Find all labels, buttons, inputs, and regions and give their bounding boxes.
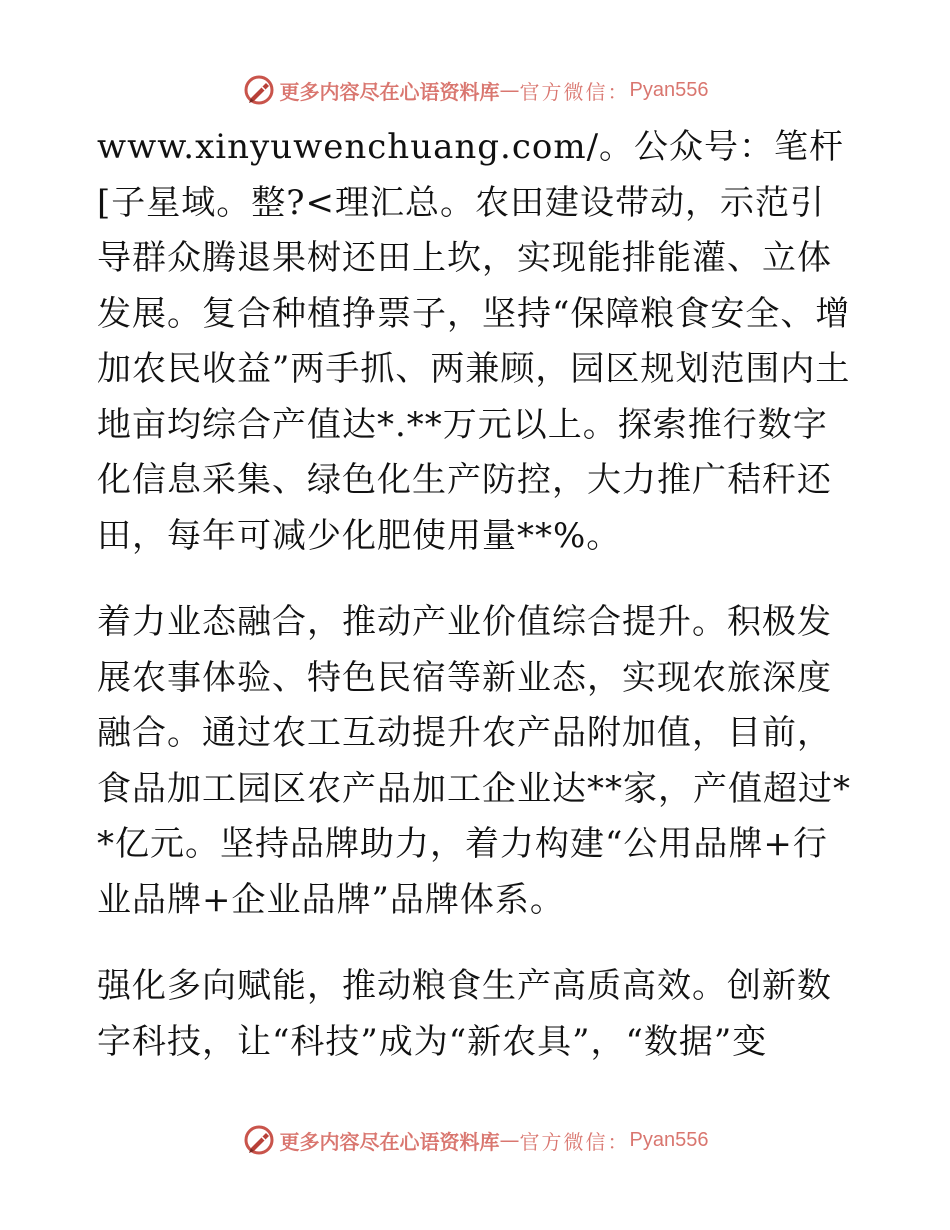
header-official-label: 官方微信： (519, 79, 630, 104)
document-body (97, 120, 857, 1070)
paragraph: www.xinyuwenchuang.com/。公众号：笔杆[子星域。整?<理汇总。农田建设带动，示范引导群众腾退果树还田上坎，实现能排能灌、立体发展。复合种植挣票子，坚持“保障粮食安全、增加农民收益”两手抓、两兼顾，园区规划范围内土地亩均综合产值达*.**万元以上。探索推行数字化信息采集、绿色化生产防控，大力推广秸秆还田，每年可减少化肥使用量**%。 (97, 127, 851, 556)
footer-watermark (0, 1120, 950, 1160)
pen-logo-icon (242, 1123, 276, 1157)
pen-logo-icon (242, 73, 276, 107)
header-brand: 更多内容尽在心语资料库 (279, 79, 500, 104)
footer-official-label: 官方微信： (519, 1129, 630, 1154)
header-dash: — (499, 78, 520, 102)
footer-brand: 更多内容尽在心语资料库 (279, 1129, 500, 1154)
footer-wechat-id: Pyan556 (629, 1128, 709, 1151)
paragraph: 强化多向赋能，推动粮食生产高质高效。创新数字科技，让“科技”成为“新农具”，“数据”变 (97, 966, 832, 1062)
header-wechat-id: Pyan556 (629, 78, 709, 101)
footer-dash: — (499, 1128, 520, 1152)
paragraph: 着力业态融合，推动产业价值综合提升。积极发展农事体验、特色民宿等新业态，实现农旅深度融合。通过农工互动提升农产品附加值，目前，食品加工园区农产品加工企业达**家，产值超过**亿元。坚持品牌助力，着力构建“公用品牌+行业品牌+企业品牌”品牌体系。 (97, 602, 851, 920)
header-watermark (0, 70, 950, 110)
